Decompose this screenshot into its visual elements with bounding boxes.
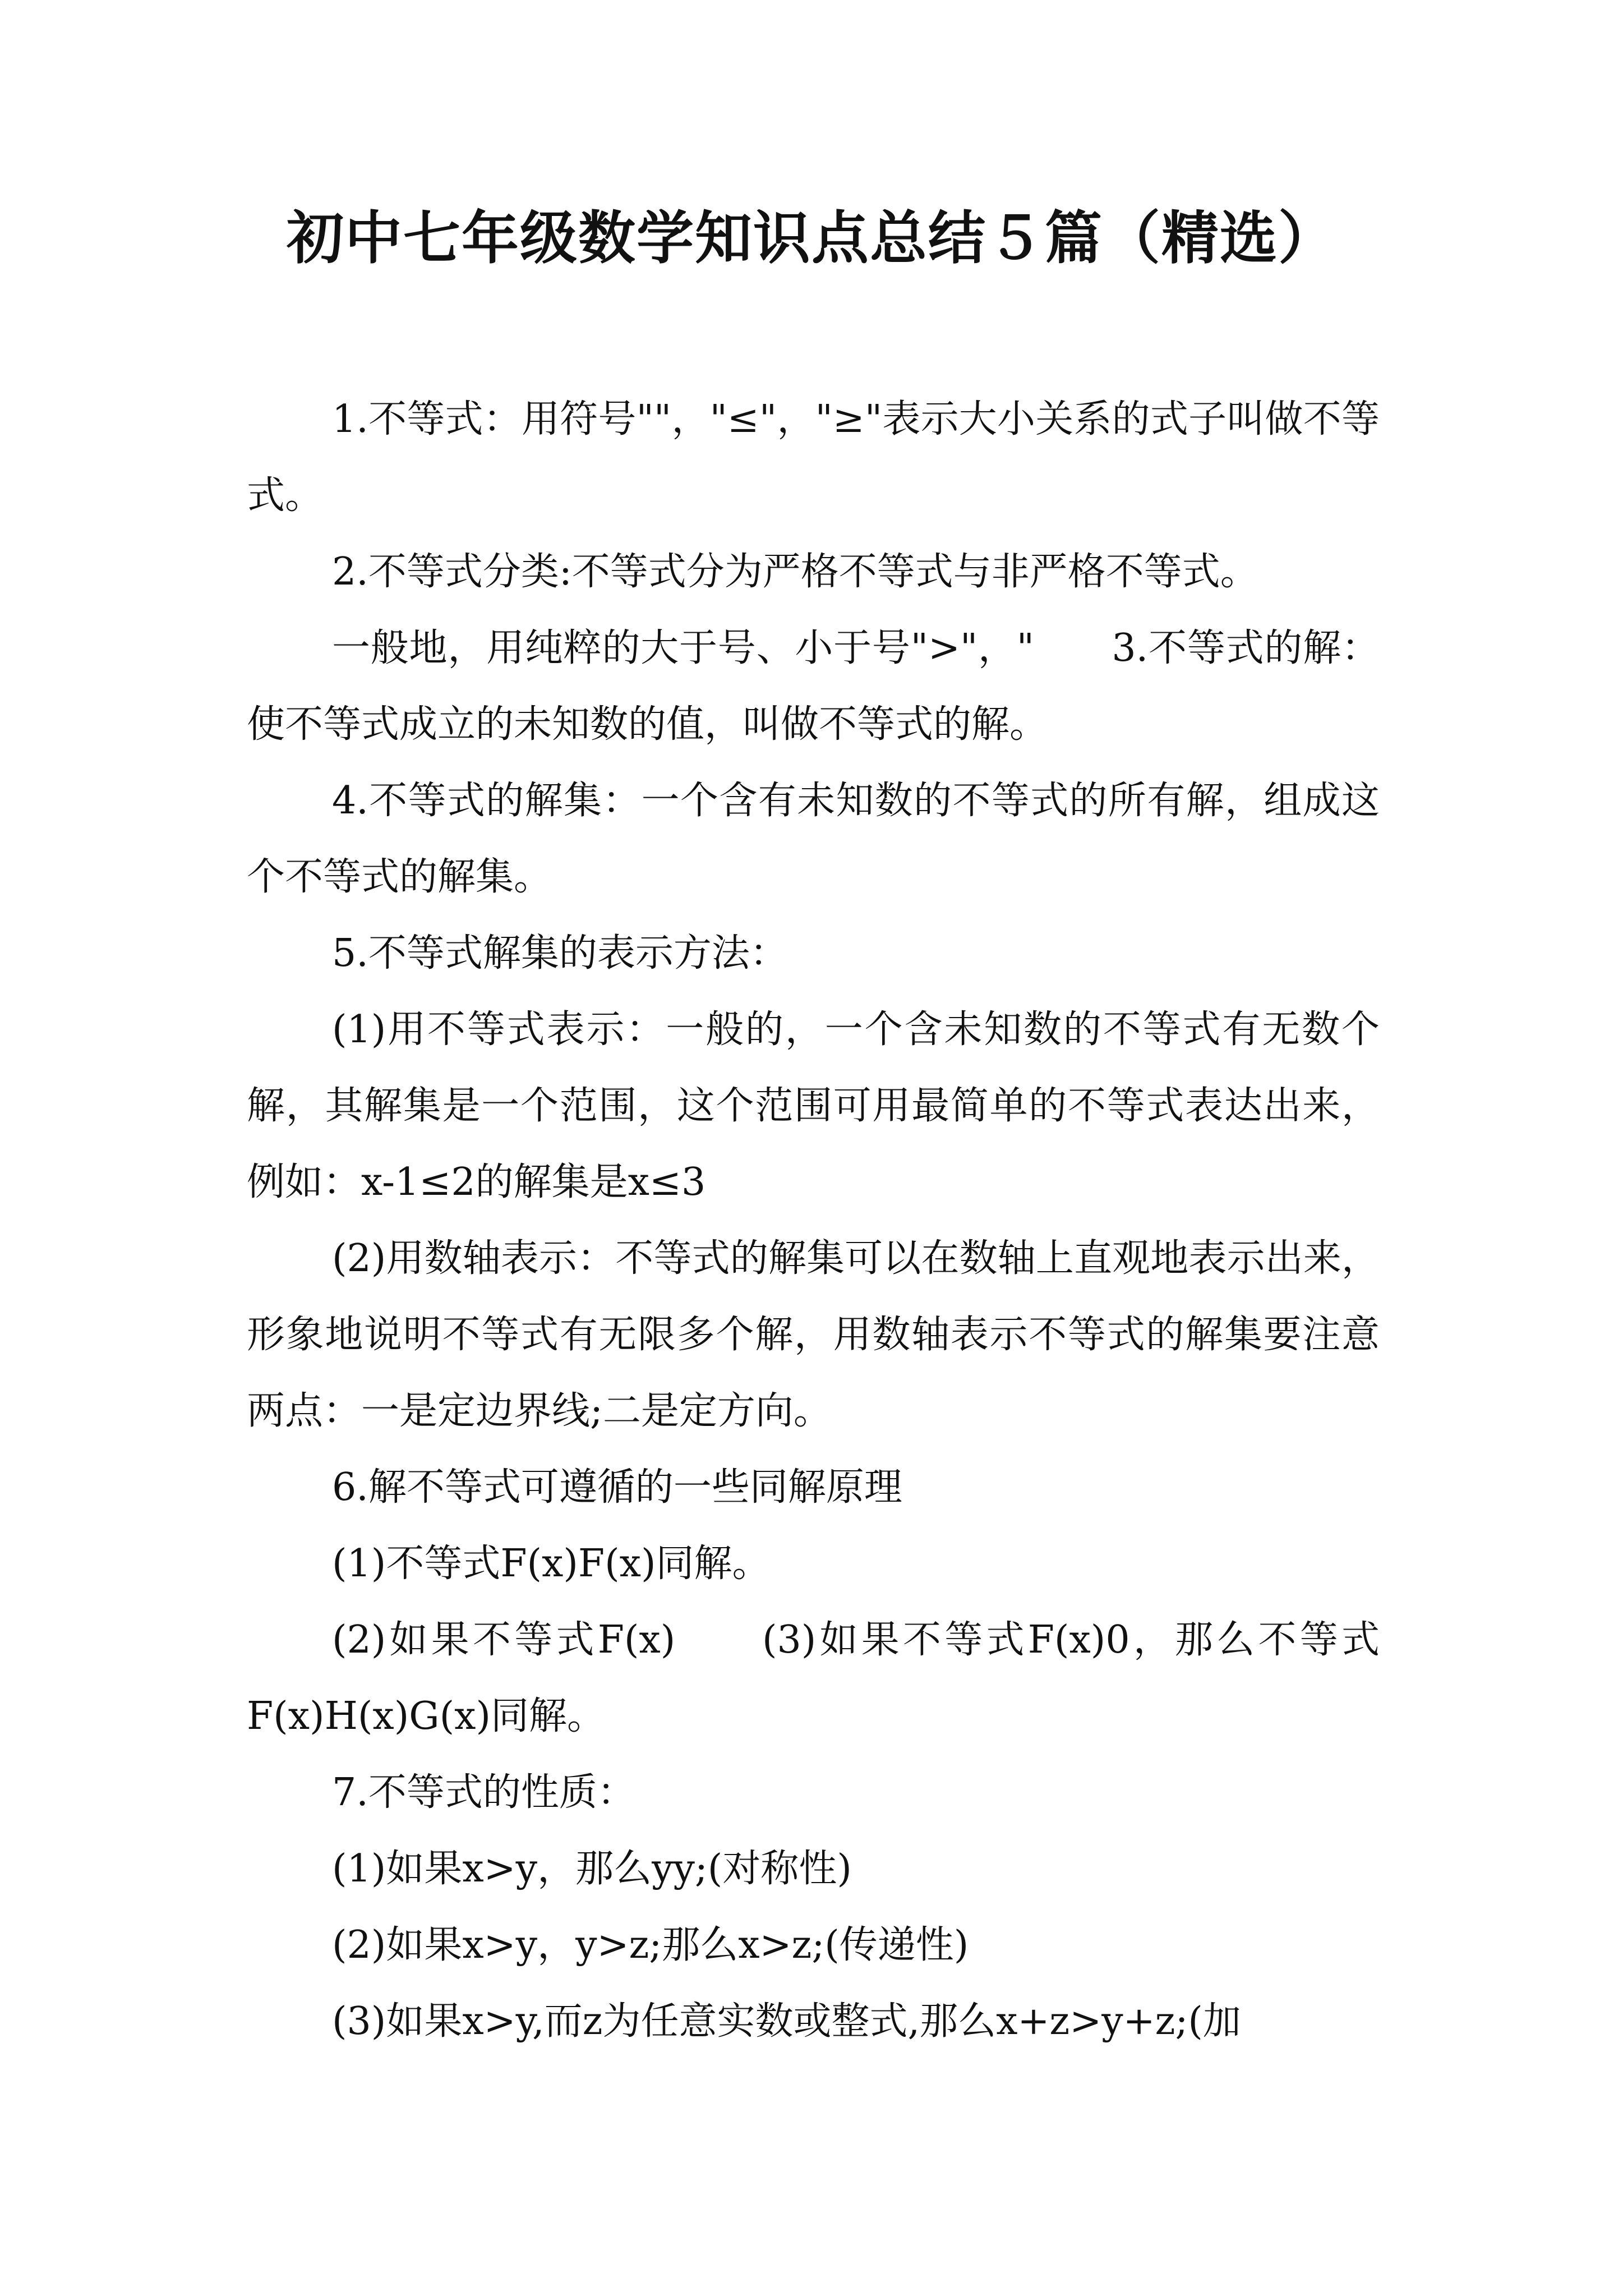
paragraph: 4.不等式的解集：一个含有未知数的不等式的所有解，组成这个不等式的解集。 — [247, 779, 1380, 899]
paragraph: 2.不等式分类:不等式分为严格不等式与非严格不等式。 — [332, 550, 1258, 594]
paragraph: (2)如果不等式F(x) (3)如果不等式F(x)0，那么不等式F(x)H(x)G(x)同解。 — [247, 1618, 1380, 1738]
paragraph: (1)不等式F(x)F(x)同解。 — [332, 1542, 771, 1586]
paragraph: (2)如果x>y，y>z;那么x>z;(传递性) — [332, 1923, 969, 1967]
document-title: 初中七年级数学知识点总结５篇（精选） — [287, 205, 1336, 272]
paragraph: (1)如果x>y，那么yy;(对称性) — [332, 1847, 852, 1891]
paragraph: 6.解不等式可遵循的一些同解原理 — [332, 1465, 902, 1510]
paragraph: (1)用不等式表示：一般的，一个含未知数的不等式有无数个解，其解集是一个范围，这个范围可用最简单的不等式表达出来，例如：x-1≤2的解集是x≤3 — [247, 1007, 1380, 1204]
paragraph: (3)如果x>y,而z为任意实数或整式,那么x+z>y+z;(加 — [332, 1999, 1241, 2044]
paragraph: 一般地，用纯粹的大于号、小于号">"，" 3.不等式的解：使不等式成立的未知数的值，叫做不等式的解。 — [247, 626, 1380, 747]
paragraph: 7.不等式的性质： — [332, 1770, 635, 1815]
paragraph: 1.不等式：用符号""，"≤"，"≥"表示大小关系的式子叫做不等式。 — [247, 397, 1380, 518]
paragraph: 5.不等式解集的表示方法： — [332, 931, 788, 976]
document-body — [247, 381, 1380, 2060]
paragraph: (2)用数轴表示：不等式的解集可以在数轴上直观地表示出来，形象地说明不等式有无限多个解，用数轴表示不等式的解集要注意两点：一是定边界线;二是定方向。 — [247, 1236, 1380, 1433]
